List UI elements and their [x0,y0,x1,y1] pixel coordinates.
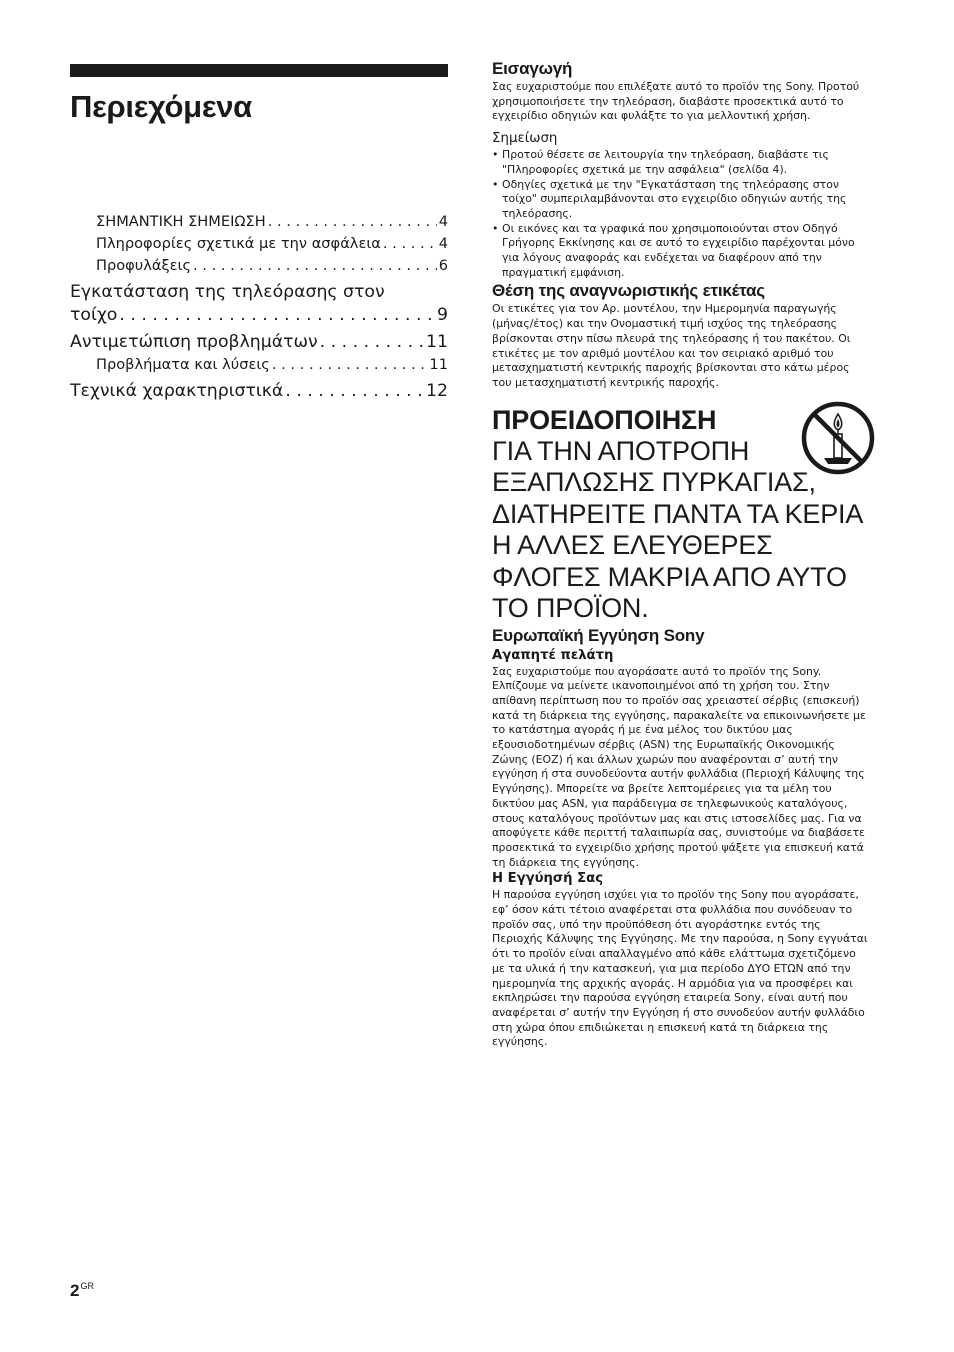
page-number-suffix: GR [80,1281,94,1291]
toc-item-label: Προφυλάξεις [96,257,192,274]
toc-item-label: Τεχνικά χαρακτηριστικά [70,381,284,401]
toc-item-page: 4 [438,235,448,252]
table-of-contents [70,211,448,403]
toc-item-safety-information[interactable] [70,233,448,255]
toc-item-label-continued: τοίχο [70,305,118,325]
toc-item-troubleshooting[interactable] [70,331,448,354]
note-item: • Οι εικόνες και τα γραφικά που χρησιμοποιούνται στον Οδηγό Γρήγορης Εκκίνησης και σε αυτό το εγχειρίδιο παρέχονται μόνο για λόγους αναφοράς και ενδέχεται να διαφέρουν από την πραγματική εμφάνιση. [492,222,872,281]
toc-item-label: Προβλήματα και λύσεις [96,356,270,373]
warning-body: ΓΙΑ ΤΗΝ ΑΠΟΤΡΟΠΗ ΕΞΑΠΛΩΣΗΣ ΠΥΡΚΑΓΙΑΣ, ΔΙΑΤΗΡΕΙΤΕ ΠΑΝΤΑ ΤΑ ΚΕΡΙΑ Η ΑΛΛΕΣ ΕΛΕΥΘΕΡΕΣ ΦΛΟΓΕΣ ΜΑΚΡΙΑ ΑΠΟ ΑΥΤΟ ΤΟ ΠΡΟΪΟΝ. [492,436,862,624]
toc-item-important-notice[interactable] [70,211,448,233]
page-title: Περιεχόμενα [70,89,252,124]
toc-item-label: Αντιμετώπιση προβλημάτων [70,332,318,352]
toc-leader-dots [320,331,424,354]
toc-item-page: 9 [437,305,448,325]
toc-item-continuation [70,304,448,327]
content-column [492,58,872,1050]
note-heading: Σημείωση [492,131,558,147]
intro-heading: Εισαγωγή [492,59,573,78]
toc-item-page: 12 [426,381,448,401]
note-item: • Οδηγίες σχετικά με την "Εγκατάσταση της τηλεόρασης στον τοίχο" συμπεριλαμβάνονται στο εγχειρίδιο οδηγιών αυτής της τηλεόρασης. [492,178,872,222]
title-rule [70,64,448,77]
your-warranty-text: Η παρούσα εγγύηση ισχύει για το προϊόν της Sony που αγοράσατε, εφ’ όσον κάτι τέτοιο αναφέρεται στα φυλλάδια που συνόδευαν το προϊόν σας, υπό την προϋπόθεση ότι αγοράστηκε εντός της Περιοχής Κάλυψης της Εγγύησης. Με την παρούσα, η Sony εγγυάται ότι το προϊόν είναι απαλλαγμένο από κάθε ελάττωμα σχετιζόμενο με τα υλικά ή την κατασκευή, για μια περίοδο ΔΥΟ ΕΤΩΝ από την ημερομηνία της αρχικής αγοράς. Η αρμόδια για να προσφέρει και εκπληρώσει την παρούσα εγγύηση εταιρεία Sony, είναι αυτή που αναφέρεται σ’ αυτήν την Εγγύηση ή στο συνοδεύον αυτήν φυλλάδιο στη χώρα όπου επιδιώκεται η επισκευή κατά τη διάρκεια της εγγύησης. [492,888,868,1049]
toc-leader-dots [285,380,424,403]
page-number-value: 2 [70,1281,80,1300]
toc-leader-dots [272,354,428,376]
warranty-heading: Ευρωπαϊκή Εγγύηση Sony [492,625,705,645]
toc-item-label: ΣΗΜΑΝΤΙΚΗ ΣΗΜΕΙΩΣΗ [96,213,266,230]
toc-item-label: Πληροφορίες σχετικά με την ασφάλεια [96,235,381,252]
label-location-text: Οι ετικέτες για τον Αρ. μοντέλου, την Ημερομηνία παραγωγής (μήνας/έτος) και την Ονομαστική τιμή ισχύος της τηλεόρασης βρίσκονται στην πίσω πλευρά της τηλεόρασης ή του πακέτου. Οι ετικέτες με τον αριθμό μοντέλου και τον σειριακό αριθμό του μετασχηματιστή κεντρικής παροχής βρίσκονται στο κάτω μέρος του μετασχηματιστή κεντρικής παροχής. [492,302,851,389]
contents-column [70,64,448,403]
toc-leader-dots [119,304,435,327]
toc-item-page: 6 [438,257,448,274]
toc-item-wall-mounting[interactable] [70,281,448,327]
toc-item-problems-solutions[interactable] [70,354,448,376]
fire-warning [492,405,872,625]
toc-item-precautions[interactable] [70,255,448,277]
note-list [492,148,872,280]
toc-leader-dots [383,233,437,255]
toc-item-page: 4 [438,213,448,230]
toc-item-label: Εγκατάσταση της τηλεόρασης στον [70,282,385,302]
dear-customer-text: Σας ευχαριστούμε που αγοράσατε αυτό το προϊόν της Sony. Ελπίζουμε να μείνετε ικανοποιημένοι από τη χρήση του. Στην απίθανη περίπτωση που το προϊόν σας χρειαστεί σέρβις (επισκευή) κατά τη διάρκεια της εγγύησης, παρακαλείτε να επικοινωνήσετε με το κατάστημα αγοράς ή με ένα μέλος του δικτύου μας εξουσιοδοτημένων σέρβις (ASN) της Ευρωπαϊκής Οικονομικής Ζώνης (ΕΟΖ) ή και άλλων χωρών που αναφέρονται σ’ αυτή την εγγύηση ή στα συνοδεύοντα αυτήν φυλλάδια (Περιοχή Κάλυψης της Εγγύησης). Μπορείτε να βρείτε λεπτομέρειες για τα μέλη του δικτύου μας ASN, για παράδειγμα σε τηλεφωνικούς καταλόγους, στους καταλόγους προϊόντων μας και στις ιστοσελίδες μας. Για να αποφύγετε κάθε περιττή ταλαιπωρία σας, συνιστούμε να διαβάσετε προσεκτικά το εγχειρίδιο χρήσης προτού ψάξετε για επισκευή κατά τη διάρκεια της εγγύησης. [492,664,866,869]
toc-leader-dots [193,255,437,277]
page-number [70,1281,94,1301]
toc-leader-dots [268,211,437,233]
your-warranty-heading: Η Εγγύησή Σας [492,871,604,887]
label-location-heading: Θέση της αναγνωριστικής ετικέτας [492,281,765,301]
no-open-flame-icon [800,400,876,476]
note-item: • Προτού θέσετε σε λειτουργία την τηλεόραση, διαβάστε τις "Πληροφορίες σχετικά με την ασφάλεια" (σελίδα 4). [492,148,872,177]
warning-heading: ΠΡΟΕΙΔΟΠΟΙΗΣΗ [492,404,717,435]
toc-item-specifications[interactable] [70,380,448,403]
dear-customer-heading: Αγαπητέ πελάτη [492,647,614,663]
intro-text: Σας ευχαριστούμε που επιλέξατε αυτό το προϊόν της Sony. Προτού χρησιμοποιήσετε την τηλεόραση, διαβάστε προσεκτικά αυτό το εγχειρίδιο οδηγιών και φυλάξτε το για μελλοντική χρήση. [492,80,860,123]
toc-item-page: 11 [426,332,448,352]
toc-item-page: 11 [429,356,448,373]
